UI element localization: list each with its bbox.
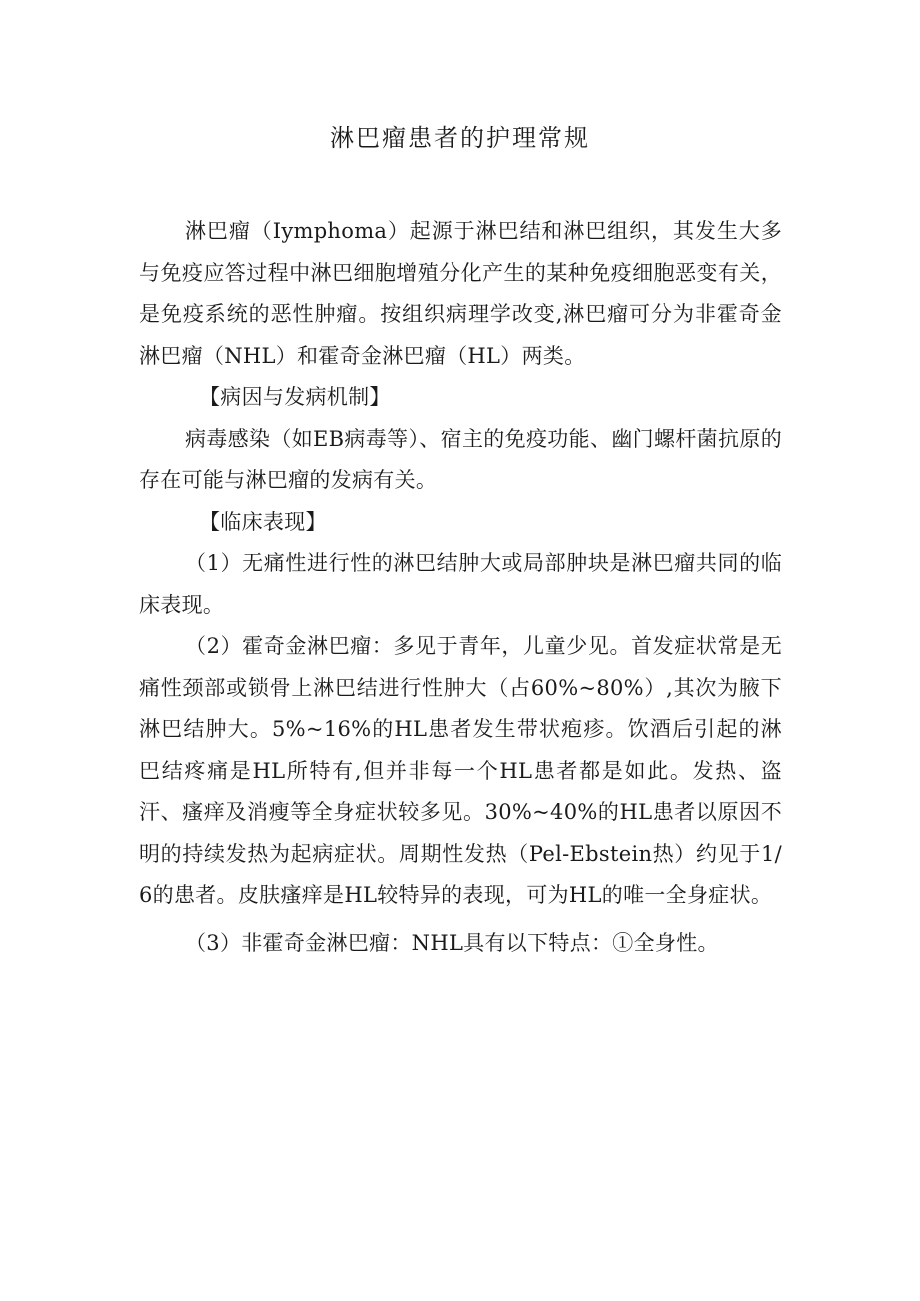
- section-heading-clinical: 【临床表现】: [199, 509, 327, 534]
- section-heading-etiology: 【病因与发病机制】: [199, 385, 391, 409]
- intro-paragraph: 淋巴瘤（Iymphoma）起源于淋巴结和淋巴组织，其发生大多与免疫应答过程中淋巴细胞增殖分化产生的某种免疫细胞恶变有关，是免疫系统的恶性肿瘤。按组织病理学改变,淋巴瘤可分为非霍奇金淋巴瘤（NHL）和霍奇金淋巴瘤（HL）两类。: [139, 219, 782, 368]
- document-body: [139, 211, 782, 964]
- clinical-item-1: （1）无痛性进行性的淋巴结肿大或局部肿块是淋巴瘤共同的临床表现。: [139, 551, 782, 617]
- clinical-item-2: （2）霍奇金淋巴瘤：多见于青年，儿童少见。首发症状常是无痛性颈部或锁骨上淋巴结进行性肿大（占60%~80%）,其次为腋下淋巴结肿大。5%~16%的HL患者发生带状疱疹。饮酒后引起的淋巴结疼痛是HL所特有,但并非每一个HL患者都是如此。发热、盗汗、瘙痒及消瘦等全身症状较多见。30%~40%的HL患者以原因不明的持续发热为起病症状。周期性发热（Pel-Ebstein热）约见于1/6的患者。皮肤瘙痒是HL较特异的表现，可为HL的唯一全身症状。: [139, 634, 782, 907]
- clinical-item-3: （3）非霍奇金淋巴瘤：NHL具有以下特点：①全身性。: [185, 930, 719, 955]
- etiology-paragraph: 病毒感染（如EB病毒等）、宿主的免疫功能、幽门螺杆菌抗原的存在可能与淋巴瘤的发病有关。: [139, 426, 782, 492]
- document-title: 淋巴瘤患者的护理常规: [330, 124, 590, 152]
